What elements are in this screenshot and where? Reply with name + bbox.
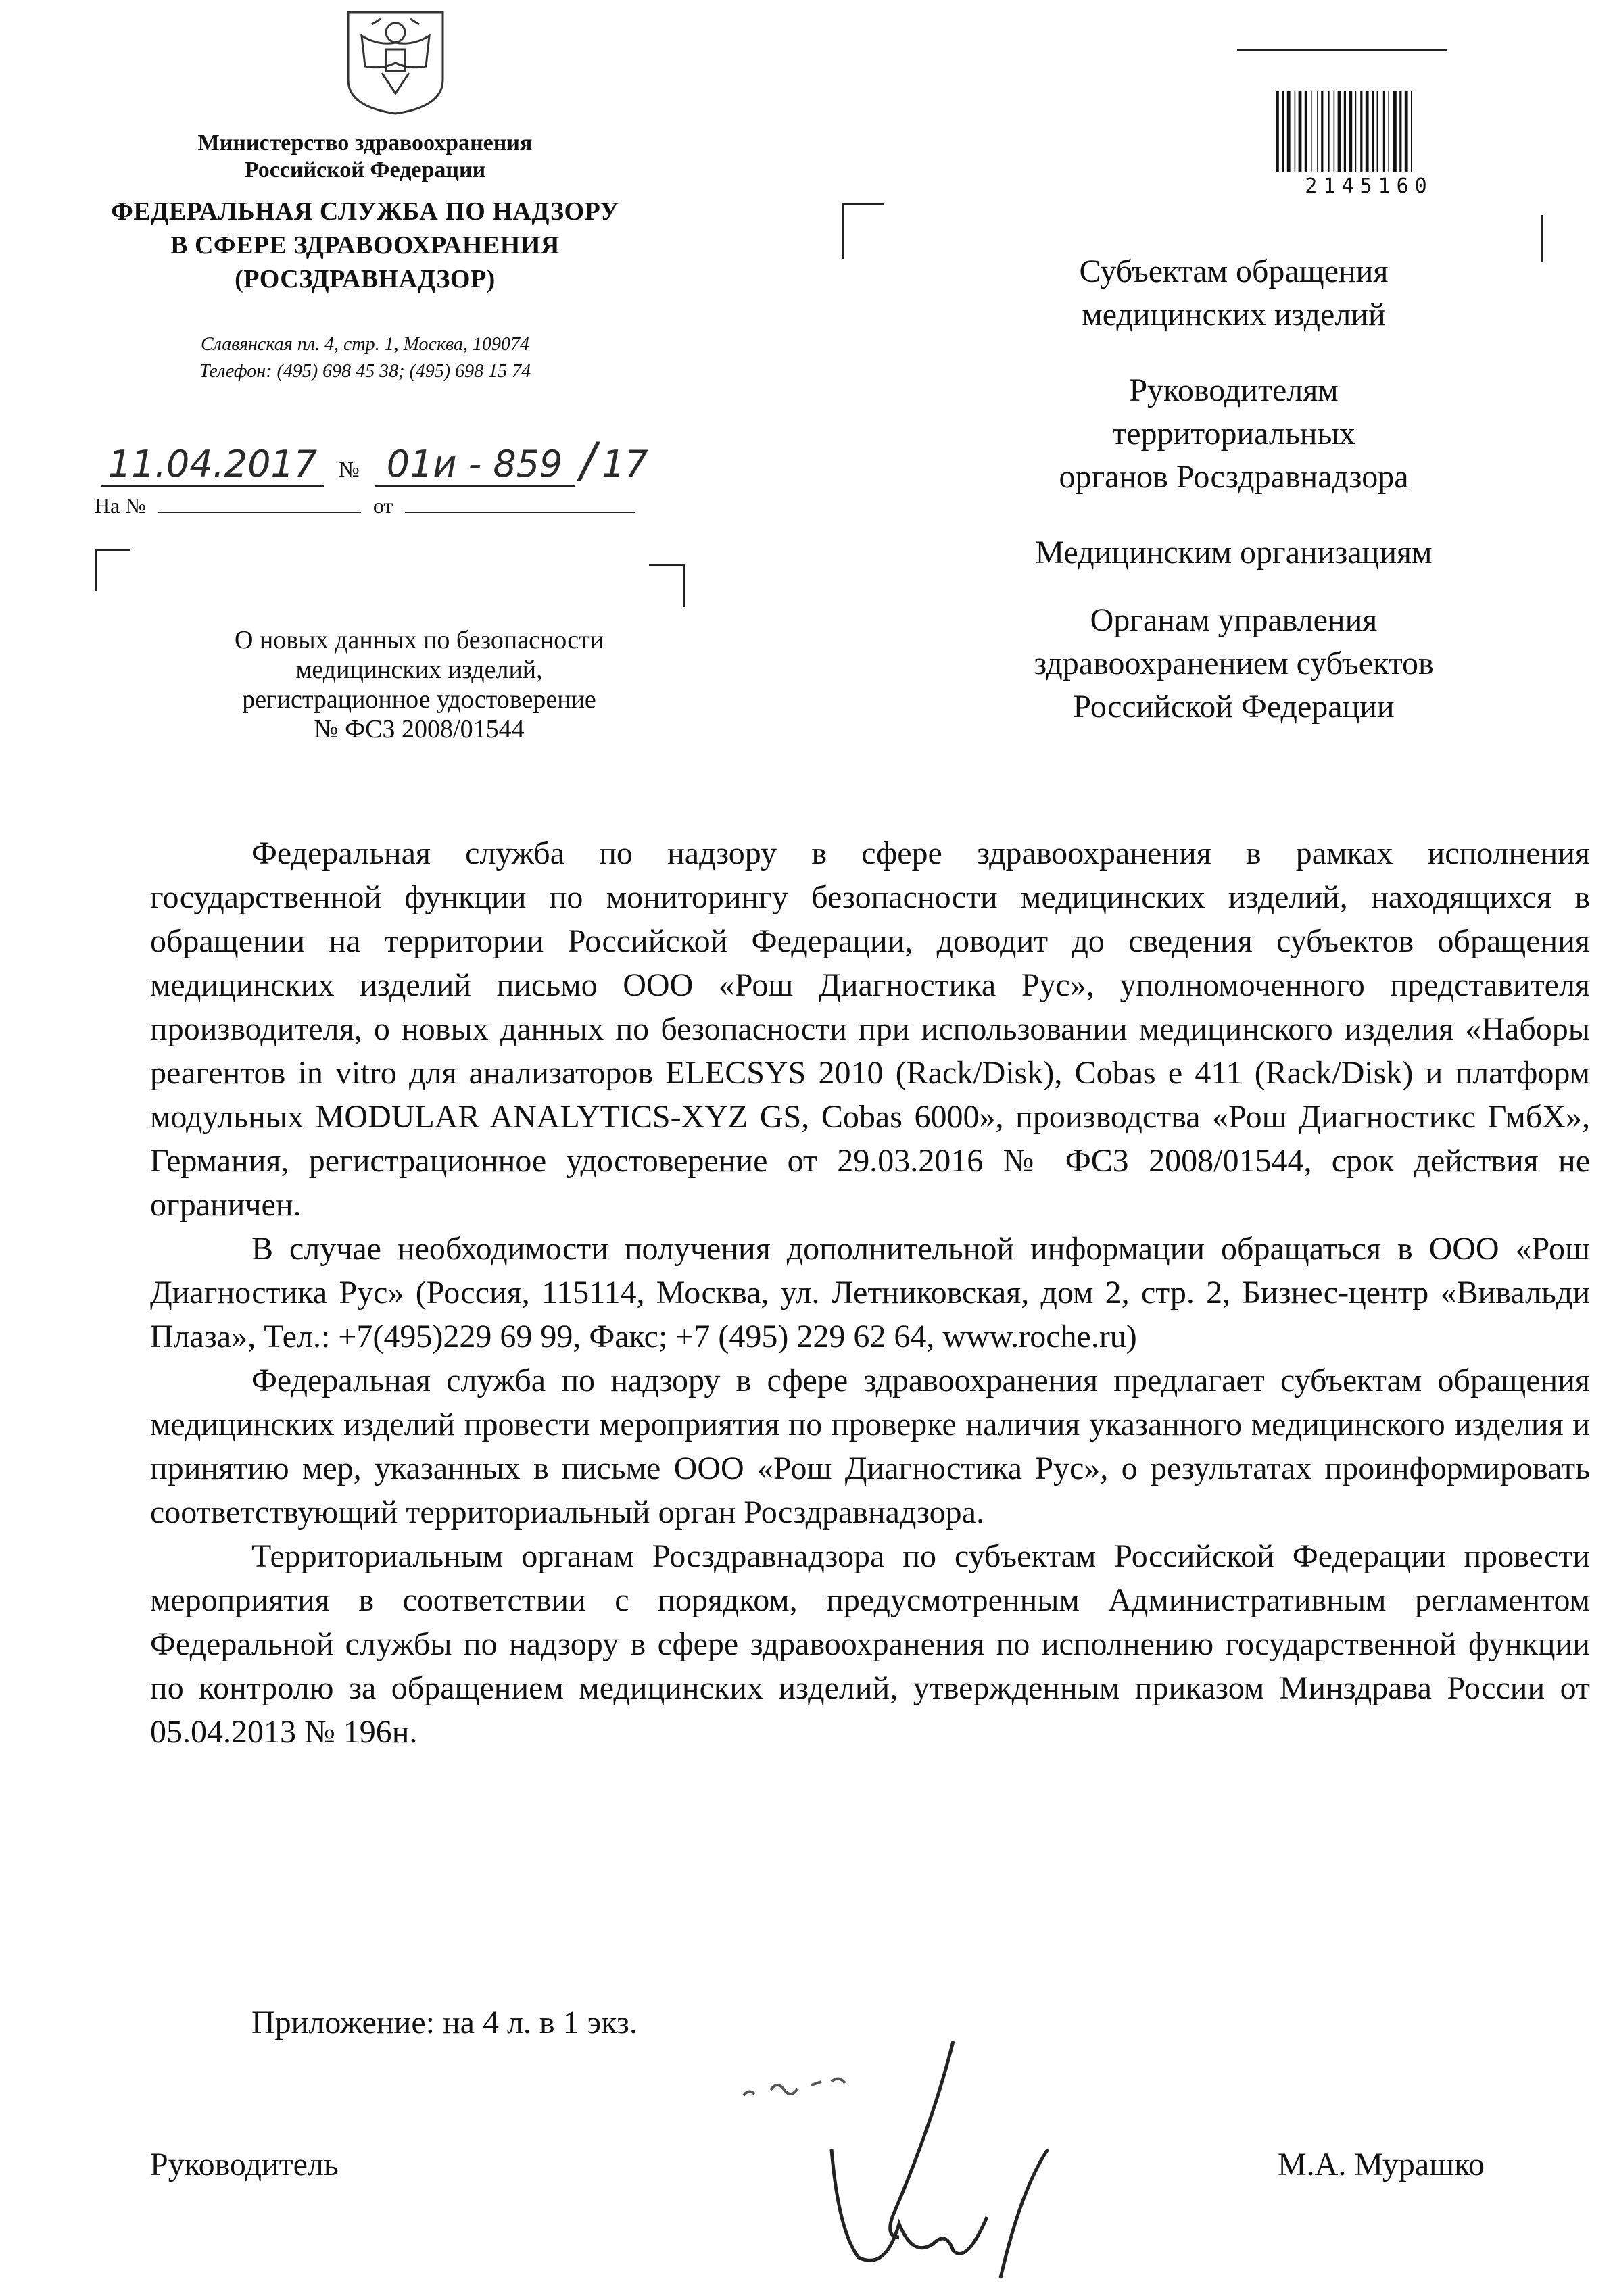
reference-prefix: На № (95, 493, 146, 518)
barcode-bar (1405, 91, 1408, 172)
addressee-2-line-3: органов Росздравнадзора (1059, 459, 1409, 495)
barcode-bar (1383, 91, 1385, 172)
letter-subject (162, 625, 676, 744)
barcode-bar (1305, 91, 1307, 172)
body-paragraph-3: Федеральная служба по надзору в сфере здравоохранения предлагает субъектам обращения медицинских изделий провести мероприятия по проверке наличия указанного медицинского изделия и принятию мер, указанных в письме ООО «Рош Диагностика Рус», о результатах проинформировать соответствующий территориальный орган Росздравнадзора. (150, 1363, 1590, 1530)
subject-corner-right (649, 564, 685, 607)
signatory-name: М.А. Мурашко (1278, 2147, 1485, 2182)
service-line-1: ФЕДЕРАЛЬНАЯ СЛУЖБА ПО НАДЗОРУ (111, 197, 619, 226)
reference-from: от (372, 493, 393, 518)
barcode-bar (1276, 91, 1279, 172)
subject-line-3: регистрационное удостоверение (242, 685, 596, 714)
addressee-corner-left (842, 203, 884, 259)
registration-line (101, 433, 648, 488)
barcode-bar (1311, 91, 1312, 172)
registration-number-suffix: 17 (602, 443, 648, 485)
barcode-bar (1317, 91, 1318, 172)
addressee-4-line-3: Российской Федерации (1073, 689, 1395, 725)
reference-line (95, 493, 635, 518)
number-slash-icon: / (580, 433, 597, 488)
barcode-bar (1344, 91, 1346, 172)
barcode-bar (1372, 91, 1374, 172)
ministry-name (74, 130, 656, 184)
barcode-bar (1377, 91, 1378, 172)
barcode-bar (1360, 91, 1362, 172)
letterhead-contacts (74, 331, 656, 385)
signatory-role: Руководитель (150, 2147, 339, 2182)
addressee-4 (919, 599, 1548, 729)
barcode-bar (1328, 91, 1330, 172)
coat-of-arms-icon (341, 5, 450, 117)
barcode-bar (1388, 91, 1389, 172)
addressee-3-line-1: Медицинским организациям (1035, 535, 1433, 570)
reference-date-blank (405, 512, 635, 513)
barcode-bar (1393, 91, 1397, 172)
subject-line-4: № ФСЗ 2008/01544 (314, 715, 525, 743)
barcode-bar (1399, 91, 1401, 172)
barcode-bar (1349, 91, 1352, 172)
barcode-bar (1366, 91, 1369, 172)
letterhead-address: Славянская пл. 4, стр. 1, Москва, 109074 (200, 334, 530, 355)
ministry-line-1: Министерство здравоохранения (197, 130, 533, 155)
barcode-bar (1334, 91, 1335, 172)
barcode-bar (1321, 91, 1323, 172)
addressee-1-line-2: медицинских изделий (1082, 297, 1386, 333)
barcode-bar (1287, 91, 1291, 172)
barcode-bar (1282, 91, 1284, 172)
addressee-2-line-2: территориальных (1112, 416, 1355, 451)
barcode-bar (1295, 91, 1296, 172)
letter-body (150, 831, 1590, 1754)
number-sign: № (339, 457, 360, 481)
attachment-note: Приложение: на 4 л. в 1 экз. (251, 2005, 637, 2041)
body-paragraph-2: В случае необходимости получения дополнительной информации обращаться в ООО «Рош Диагностика Рус» (Россия, 115114, Москва, ул. Летниковская, дом 2, стр. 2, Бизнес-центр «Вивальди Плаза», Тел.: +7(495)229 69 99, Факс; +7 (495) 229 62 64, www.roche.ru) (150, 1231, 1590, 1354)
subject-line-1: О новых данных по безопасности (234, 626, 604, 654)
barcode-rule (1237, 49, 1447, 51)
barcode-number: 2145160 (1305, 174, 1433, 198)
ministry-line-2: Российской Федерации (244, 157, 486, 182)
body-paragraph-4: Территориальным органам Росздравнадзора по субъектам Российской Федерации провести мероприятия в соответствии с порядком, предусмотренным Административным регламентом Федеральной службы по надзору в сфере здравоохранения по исполнению государственной функции по контролю за обращением медицинских изделий, утвержденным приказом Минздрава России от 05.04.2013 № 196н. (150, 1538, 1590, 1750)
subject-line-2: медицинских изделий, (295, 656, 543, 684)
registration-number: 01и - 859 (375, 443, 575, 487)
addressee-4-line-1: Органам управления (1090, 602, 1378, 638)
registration-date: 11.04.2017 (101, 443, 324, 487)
body-paragraph-1: Федеральная служба по надзору в сфере здравоохранения в рамках исполнения государственной функции по мониторингу безопасности медицинских изделий, находящихся в обращении на территории Российской Федерации, доводит до сведения субъектов обращения медицинских изделий письмо ООО «Рош Диагностика Рус», уполномоченного представителя производителя, о новых данных по безопасности при использовании медицинского изделия «Наборы реагентов in vitro для анализаторов ELECSYS 2010 (Rack/Disk), Cobas e 411 (Rack/Disk) и платформ модульных MODULAR ANALYTICS-XYZ GS, Cobas 6000», производства «Рош Диагностикс ГмбХ», Германия, регистрационное удостоверение от 29.03.2016 № ФСЗ 2008/01544, срок действия не ограничен. (150, 835, 1590, 1223)
handwritten-signature-icon (730, 2014, 1109, 2285)
letterhead-phone: Телефон: (495) 698 45 38; (495) 698 15 74 (199, 361, 531, 382)
addressee-2-line-1: Руководителям (1129, 372, 1339, 408)
service-name (74, 195, 656, 296)
barcode-bar (1338, 91, 1341, 172)
addressee-2 (919, 369, 1548, 499)
barcode-bar (1355, 91, 1357, 172)
barcode-bar (1411, 91, 1412, 172)
subject-corner-left (95, 549, 130, 591)
service-line-3: (РОСЗДРАВНАДЗОР) (235, 265, 496, 293)
service-line-2: В СФЕРЕ ЗДРАВООХРАНЕНИЯ (170, 231, 560, 260)
addressee-3 (919, 531, 1548, 575)
barcode-bar (1299, 91, 1302, 172)
addressee-4-line-2: здравоохранением субъектов (1034, 645, 1434, 681)
addressee-1 (919, 250, 1548, 337)
addressee-1-line-1: Субъектам обращения (1079, 253, 1389, 289)
barcode-icon (1274, 91, 1457, 172)
reference-number-blank (158, 512, 361, 513)
